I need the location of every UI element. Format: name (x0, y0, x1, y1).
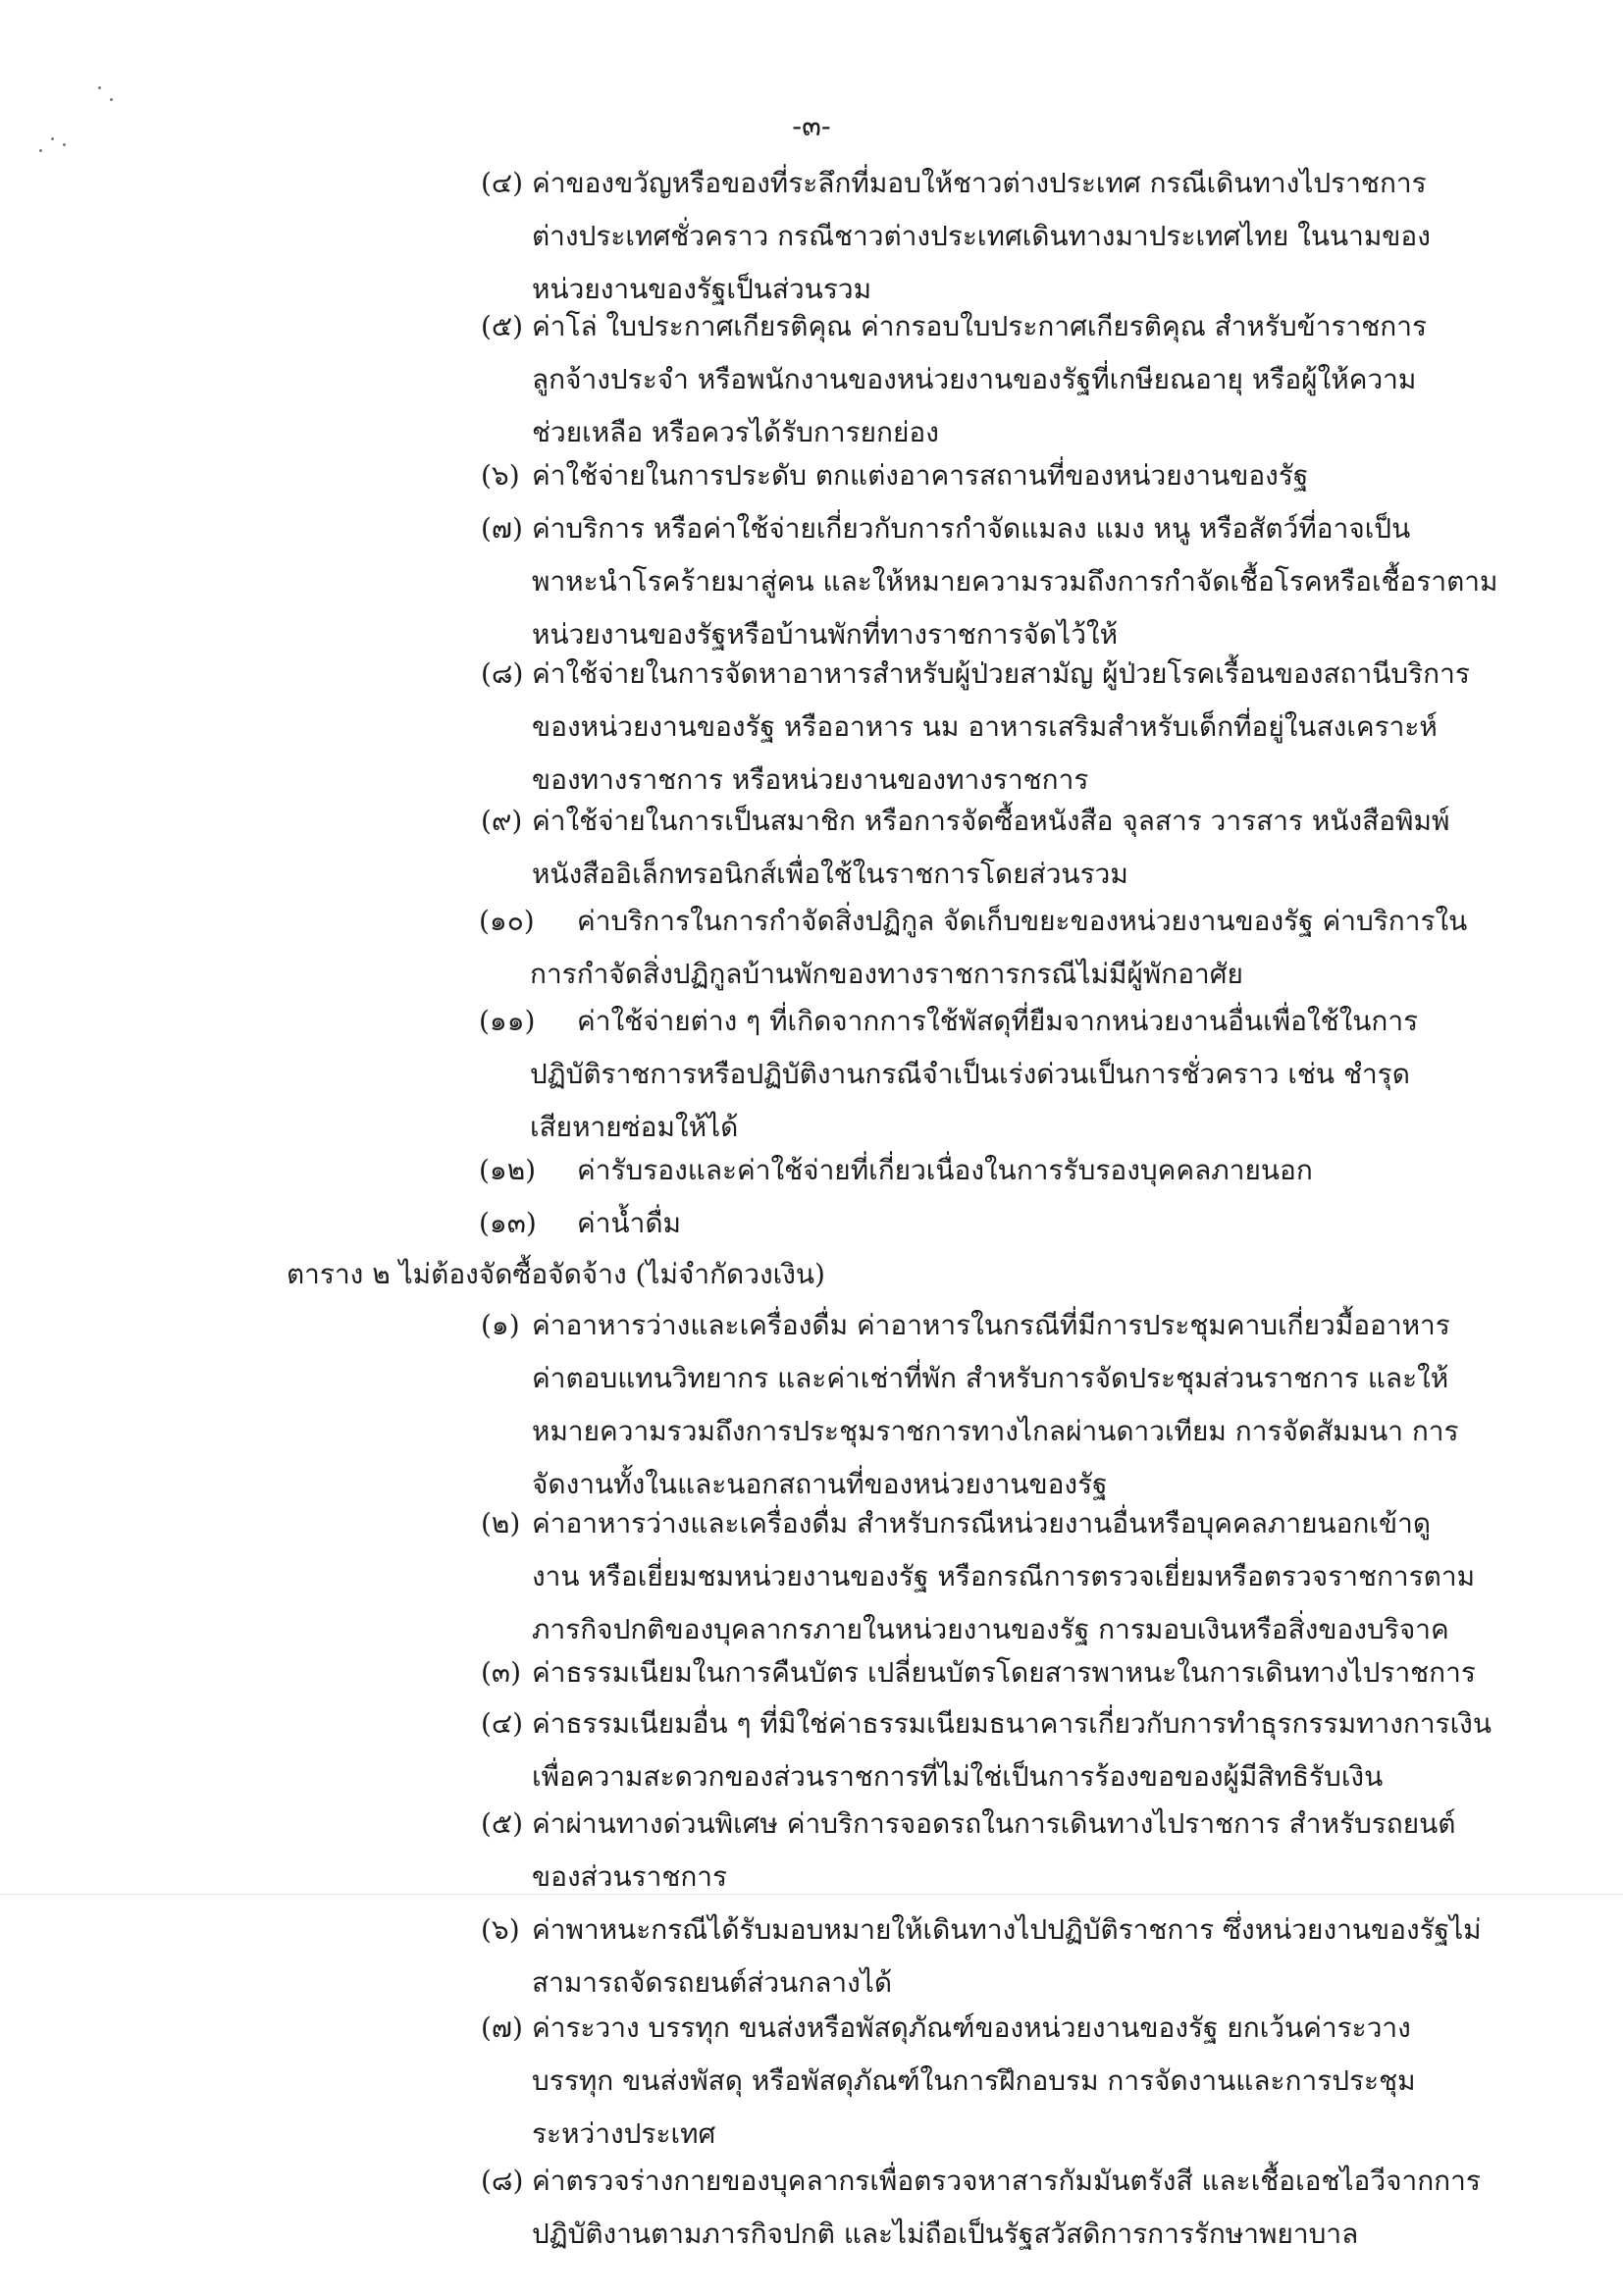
item-text: สามารถจัดรถยนต์ส่วนกลางได้ (532, 1966, 893, 1999)
item-text: ค่ารับรองและค่าใช้จ่ายที่เกี่ยวเนื่องในการรับรองบุคคลภายนอก (577, 1154, 1313, 1186)
item-text: ต่างประเทศชั่วคราว กรณีชาวต่างประเทศเดินทางมาประเทศไทย ในนามของ (532, 220, 1431, 252)
item-text: ค่าใช้จ่ายต่าง ๆ ที่เกิดจากการใช้พัสดุที่ยืมจากหน่วยงานอื่นเพื่อใช้ในการ (577, 1005, 1419, 1037)
table2-item-5 (481, 1798, 1511, 1904)
item-text: ค่าน้ำดื่ม (577, 1207, 681, 1239)
table1-item-6 (481, 449, 1511, 502)
item-text: งาน หรือเยี่ยมชมหน่วยงานของรัฐ หรือกรณีการตรวจเยี่ยมหรือตรวจราชการตาม (532, 1560, 1476, 1592)
table2-item-4 (481, 1697, 1511, 1803)
item-text: ค่าใช้จ่ายในการประดับ ตกแต่งอาคารสถานที่ของหน่วยงานของรัฐ (532, 459, 1309, 492)
item-number: (๑) (481, 1309, 520, 1341)
table2-item-2 (481, 1497, 1511, 1656)
table1-item-13 (479, 1197, 1509, 1250)
table2-item-3 (481, 1646, 1511, 1699)
item-text: หน่วยงานของรัฐหรือบ้านพักที่ทางราชการจัดไว้ให้ (532, 618, 1119, 651)
item-number: (๒) (481, 1507, 521, 1539)
item-text: ค่าใช้จ่ายในการจัดหาอาหารสำหรับผู้ป่วยสามัญ ผู้ป่วยโรคเรื้อนของสถานีบริการ (532, 657, 1470, 690)
item-text: ช่วยเหลือ หรือควรได้รับการยกย่อง (532, 416, 939, 448)
table2-item-7 (481, 2002, 1511, 2161)
scan-speck (110, 98, 113, 101)
table1-item-9 (481, 795, 1511, 901)
table1-item-12 (479, 1144, 1509, 1197)
item-number: (๔) (481, 167, 524, 199)
item-number: (๗) (481, 512, 523, 545)
item-text: ปฏิบัติราชการหรือปฏิบัติงานกรณีจำเป็นเร่งด่วนเป็นการชั่วคราว เช่น ชำรุด (530, 1058, 1410, 1090)
item-number: (๑๐) (479, 905, 535, 937)
table1-item-5 (481, 300, 1511, 459)
table2-item-6 (481, 1904, 1511, 2009)
item-text: เสียหายซ่อมให้ได้ (530, 1111, 739, 1143)
item-text: ค่าธรรมเนียมในการคืนบัตร เปลี่ยนบัตรโดยสารพาหนะในการเดินทางไปราชการ (532, 1656, 1476, 1689)
item-text: ค่าใช้จ่ายในการเป็นสมาชิก หรือการจัดซื้อหนังสือ จุลสาร วารสาร หนังสือพิมพ์ (532, 805, 1450, 837)
item-text: หมายความรวมถึงการประชุมราชการทางไกลผ่านดาวเทียม การจัดสัมมนา การ (532, 1415, 1459, 1447)
scan-speck (98, 86, 101, 89)
item-text: ค่าพาหนะกรณีได้รับมอบหมายให้เดินทางไปปฏิบัติราชการ ซึ่งหน่วยงานของรัฐไม่ (532, 1913, 1482, 1946)
item-number: (๔) (481, 1707, 524, 1740)
scan-speck (39, 149, 42, 152)
item-text: ระหว่างประเทศ (532, 2117, 716, 2150)
item-number: (๖) (481, 459, 520, 492)
item-text: หนังสืออิเล็กทรอนิกส์เพื่อใช้ในราชการโดยส่วนรวม (532, 858, 1128, 890)
item-number: (๕) (481, 310, 524, 342)
table2-heading: ตาราง ๒ ไม่ต้องจัดซื้อจัดจ้าง (ไม่จำกัดวงเงิน) (287, 1258, 825, 1290)
item-number: (๑๓) (479, 1207, 537, 1239)
item-text: ของทางราชการ หรือหน่วยงานของทางราชการ (532, 763, 1089, 796)
item-text: ค่าตอบแทนวิทยากร และค่าเช่าที่พัก สำหรับการจัดประชุมส่วนราชการ และให้ (532, 1362, 1449, 1394)
item-number: (๑๑) (479, 1005, 536, 1037)
item-text: ภารกิจปกติของบุคลากรภายในหน่วยงานของรัฐ การมอบเงินหรือสิ่งของบริจาค (532, 1613, 1449, 1645)
item-number: (๓) (481, 1656, 521, 1689)
item-text: จัดงานทั้งในและนอกสถานที่ของหน่วยงานของรัฐ (532, 1468, 1108, 1500)
item-text: ค่าของขวัญหรือของที่ระลึกที่มอบให้ชาวต่างประเทศ กรณีเดินทางไปราชการ (532, 167, 1427, 199)
page-number: -๓- (792, 109, 831, 142)
item-number: (๙) (481, 805, 523, 837)
item-number: (๘) (481, 2165, 524, 2197)
item-number: (๑๒) (479, 1154, 537, 1186)
item-number: (๕) (481, 1807, 524, 1840)
item-text: ค่าผ่านทางด่วนพิเศษ ค่าบริการจอดรถในการเดินทางไปราชการ สำหรับรถยนต์ (532, 1807, 1456, 1840)
item-text: ปฏิบัติงานตามภารกิจปกติ และไม่ถือเป็นรัฐสวัสดิการการรักษาพยาบาล (532, 2218, 1359, 2250)
table2-item-8 (481, 2155, 1511, 2261)
item-text: ค่าตรวจร่างกายของบุคลากรเพื่อตรวจหาสารกัมมันตรังสี และเชื้อเอชไอวีจากการ (532, 2165, 1481, 2197)
item-number: (๗) (481, 2011, 523, 2044)
item-text: ของหน่วยงานของรัฐ หรืออาหาร นม อาหารเสริมสำหรับเด็กที่อยู่ในสงเคราะห์ (532, 710, 1438, 743)
item-text: ค่าอาหารว่างและเครื่องดื่ม ค่าอาหารในกรณีที่มีการประชุมคาบเกี่ยวมื้ออาหาร (532, 1309, 1450, 1341)
item-number: (๖) (481, 1913, 520, 1946)
item-text: ค่าโล่ ใบประกาศเกียรติคุณ ค่ากรอบใบประกาศเกียรติคุณ สำหรับข้าราชการ (532, 310, 1428, 342)
item-text: ค่าระวาง บรรทุก ขนส่งหรือพัสดุภัณฑ์ของหน่วยงานของรัฐ ยกเว้นค่าระวาง (532, 2011, 1411, 2044)
item-text: เพื่อความสะดวกของส่วนราชการที่ไม่ใช่เป็นการร้องขอของผู้มีสิทธิรับเงิน (532, 1760, 1384, 1793)
table1-item-8 (481, 648, 1511, 807)
table1-item-7 (481, 502, 1511, 661)
table1-item-4 (481, 157, 1511, 316)
item-text: หน่วยงานของรัฐเป็นส่วนรวม (532, 273, 872, 305)
item-number: (๘) (481, 657, 524, 690)
item-text: ค่าบริการในการกำจัดสิ่งปฏิกูล จัดเก็บขยะของหน่วยงานของรัฐ ค่าบริการใน (577, 905, 1468, 937)
item-text: ค่าบริการ หรือค่าใช้จ่ายเกี่ยวกับการกำจัดแมลง แมง หนู หรือสัตว์ที่อาจเป็น (532, 512, 1411, 545)
item-text: ค่าธรรมเนียมอื่น ๆ ที่มิใช่ค่าธรรมเนียมธนาคารเกี่ยวกับการทำธุรกรรมทางการเงิน (532, 1707, 1492, 1740)
item-text: ของส่วนราชการ (532, 1860, 728, 1893)
item-text: พาหะนำโรคร้ายมาสู่คน และให้หมายความรวมถึงการกำจัดเชื้อโรคหรือเชื้อราตาม (532, 565, 1498, 598)
item-text: ลูกจ้างประจำ หรือพนักงานของหน่วยงานของรัฐที่เกษียณอายุ หรือผู้ให้ความ (532, 363, 1417, 395)
item-text: บรรทุก ขนส่งพัสดุ หรือพัสดุภัณฑ์ในการฝึกอบรม การจัดงานและการประชุม (532, 2064, 1416, 2097)
item-text: ค่าอาหารว่างและเครื่องดื่ม สำหรับกรณีหน่วยงานอื่นหรือบุคคลภายนอกเข้าดู (532, 1507, 1432, 1539)
table2-item-1 (481, 1299, 1511, 1511)
table1-item-10 (479, 895, 1509, 1001)
item-text: การกำจัดสิ่งปฏิกูลบ้านพักของทางราชการกรณีไม่มีผู้พักอาศัย (530, 958, 1243, 990)
table1-item-11 (479, 995, 1509, 1154)
